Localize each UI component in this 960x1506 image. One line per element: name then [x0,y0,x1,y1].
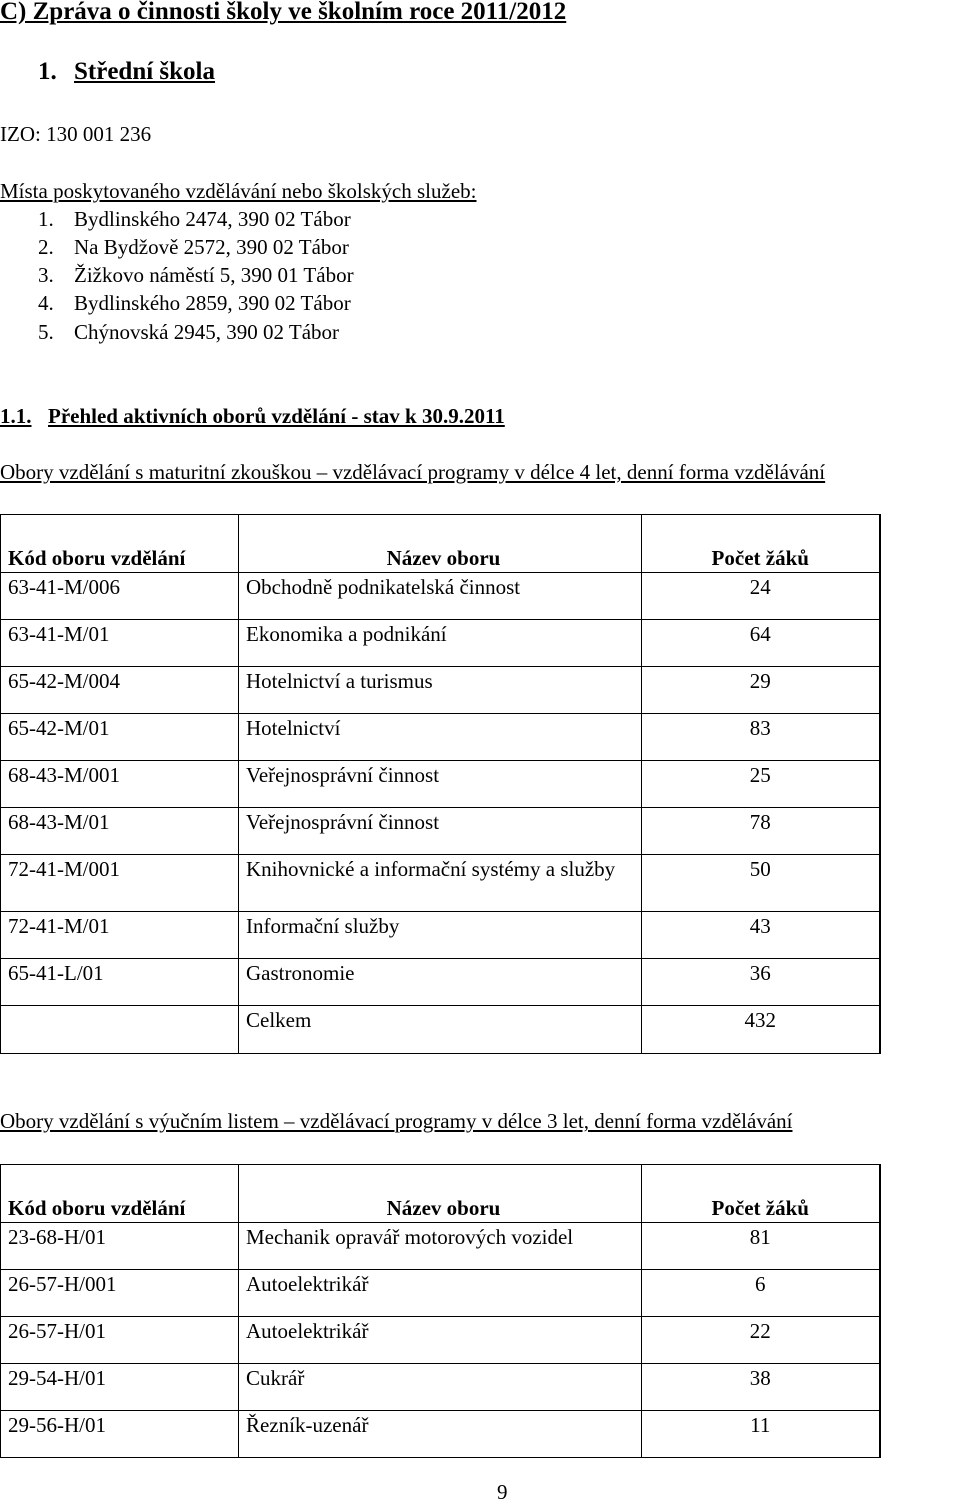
cell-count: 78 [642,808,880,855]
table2-title: Obory vzdělání s výučním listem – vzdělávací programy v délce 3 let, denní forma vzdělávání [0,1109,793,1133]
cell-count: 24 [642,573,880,620]
cell-code: 26-57-H/001 [1,1270,239,1317]
header-name: Název oboru [239,515,642,573]
table-row [1,1270,880,1317]
table-row [1,620,880,667]
cell-count: 11 [642,1411,880,1458]
cell-code: 65-41-L/01 [1,959,239,1006]
cell-name: Ekonomika a podnikání [239,620,642,667]
table-row [1,1364,880,1411]
address-number: 1. [38,207,54,231]
cell-count: 81 [642,1223,880,1270]
total-count: 432 [642,1006,880,1054]
cell-name: Řezník-uzenář [239,1411,642,1458]
cell-code: 68-43-M/001 [1,761,239,808]
cell-name: Mechanik opravář motorových vozidel [239,1223,642,1270]
address-text: Bydlinského 2859, 390 02 Tábor [74,291,351,315]
header-name: Název oboru [239,1165,642,1223]
cell-code: 65-42-M/01 [1,714,239,761]
address-item [38,320,339,345]
cell-code: 63-41-M/006 [1,573,239,620]
table-row [1,1411,880,1458]
address-text: Žižkovo náměstí 5, 390 01 Tábor [74,263,354,287]
address-text: Na Bydžově 2572, 390 02 Tábor [74,235,349,259]
cell-count: 29 [642,667,880,714]
table-row [1,912,880,959]
table-row [1,959,880,1006]
section-title: Střední škola [74,58,216,85]
address-item [38,207,351,232]
cell-code: 29-54-H/01 [1,1364,239,1411]
cell-name: Veřejnosprávní činnost [239,808,642,855]
cell-code [1,1006,239,1054]
header-code: Kód oboru vzdělání [1,1165,239,1223]
izo-line: IZO: 130 001 236 [0,122,152,146]
address-item [38,235,349,260]
cell-name: Autoelektrikář [239,1270,642,1317]
address-number: 4. [38,291,54,315]
subsection-heading [0,404,505,429]
cell-code: 68-43-M/01 [1,808,239,855]
cell-count: 50 [642,855,880,912]
address-number: 5. [38,320,54,344]
table-total-row [1,1006,880,1054]
page-number: 9 [497,1480,508,1504]
cell-name: Hotelnictví a turismus [239,667,642,714]
table-vyucni-list [0,1164,881,1458]
cell-name: Gastronomie [239,959,642,1006]
cell-code: 29-56-H/01 [1,1411,239,1458]
cell-code: 63-41-M/01 [1,620,239,667]
cell-count: 38 [642,1364,880,1411]
cell-name: Veřejnosprávní činnost [239,761,642,808]
document-main-heading: C) Zpráva o činnosti školy ve školním roce 2011/2012 [0,0,567,25]
header-count: Počet žáků [642,1165,880,1223]
table-row [1,573,880,620]
address-item [38,263,354,288]
cell-count: 64 [642,620,880,667]
places-heading: Místa poskytovaného vzdělávání nebo školských služeb: [0,179,477,203]
cell-count: 22 [642,1317,880,1364]
total-label: Celkem [239,1006,642,1054]
table-header-row [1,1165,880,1223]
table-row [1,1317,880,1364]
section-heading [38,58,215,86]
cell-code: 23-68-H/01 [1,1223,239,1270]
table-header-row [1,515,880,573]
header-count: Počet žáků [642,515,880,573]
section-number: 1. [38,58,57,85]
address-item [38,291,351,316]
table-row [1,1223,880,1270]
cell-name: Obchodně podnikatelská činnost [239,573,642,620]
table-row [1,714,880,761]
address-number: 2. [38,235,54,259]
address-text: Chýnovská 2945, 390 02 Tábor [74,320,340,344]
table-row [1,761,880,808]
cell-code: 26-57-H/01 [1,1317,239,1364]
cell-code: 72-41-M/01 [1,912,239,959]
table-maturita [0,514,881,1054]
table1-title: Obory vzdělání s maturitní zkouškou – vzdělávací programy v délce 4 let, denní forma vzdělávání [0,460,826,484]
subsection-number: 1.1. [0,404,32,428]
cell-name: Autoelektrikář [239,1317,642,1364]
cell-count: 43 [642,912,880,959]
header-code: Kód oboru vzdělání [1,515,239,573]
cell-code: 72-41-M/001 [1,855,239,912]
address-number: 3. [38,263,54,287]
cell-name: Informační služby [239,912,642,959]
cell-count: 36 [642,959,880,1006]
cell-code: 65-42-M/004 [1,667,239,714]
address-text: Bydlinského 2474, 390 02 Tábor [74,207,351,231]
cell-name: Hotelnictví [239,714,642,761]
cell-count: 6 [642,1270,880,1317]
cell-name: Cukrář [239,1364,642,1411]
subsection-title: Přehled aktivních oborů vzdělání - stav k 30.9.2011 [48,404,505,428]
cell-name: Knihovnické a informační systémy a služby [239,855,642,912]
table-row [1,855,880,912]
cell-count: 83 [642,714,880,761]
table-row [1,808,880,855]
cell-count: 25 [642,761,880,808]
table-row [1,667,880,714]
